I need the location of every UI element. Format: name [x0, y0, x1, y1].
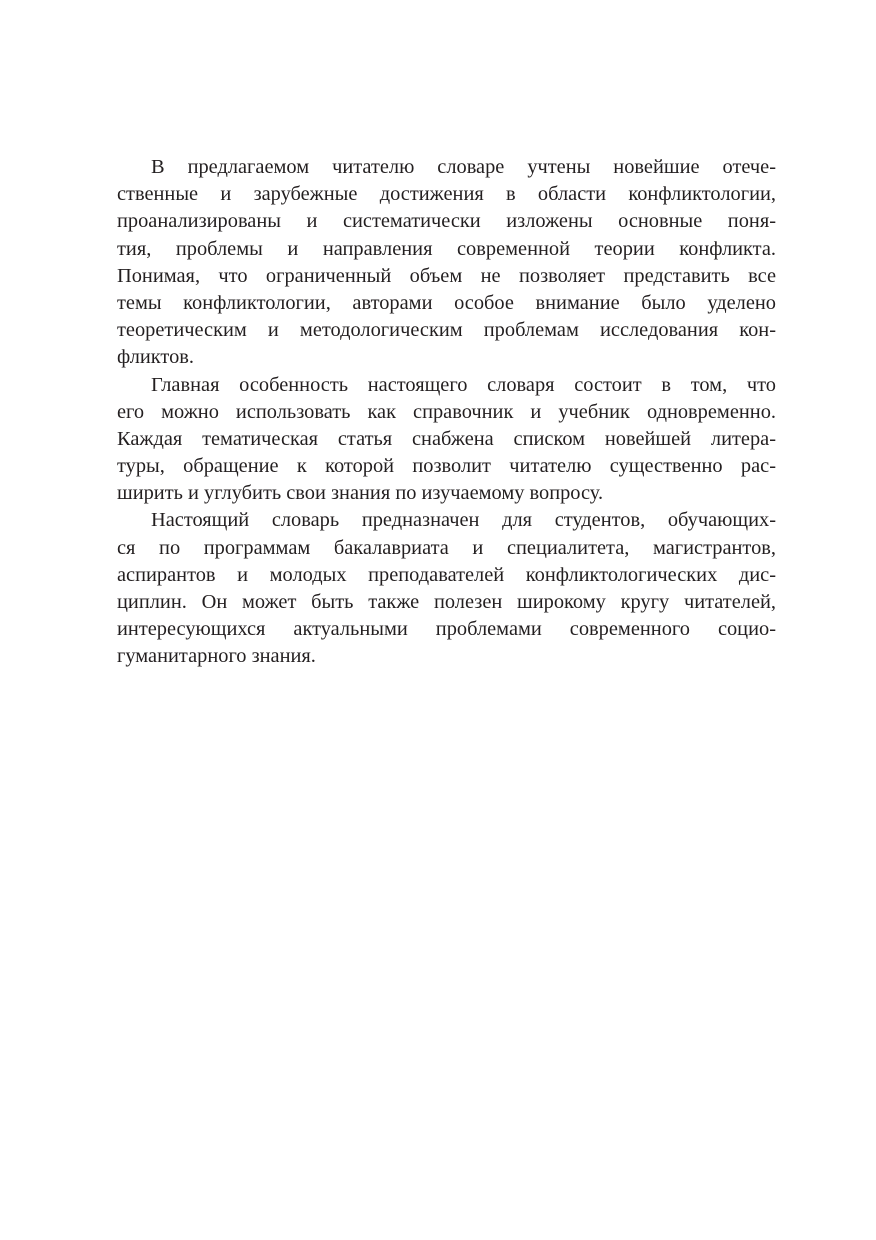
body-text [117, 154, 776, 671]
text-line: его можно использовать как справочник и учебник одновременно. [117, 400, 776, 423]
text-line: ся по программам бакалавриата и специалитета, магистрантов, [117, 536, 776, 559]
text-line: тия, проблемы и направления современной теории конфликта. [117, 237, 776, 260]
text-line: темы конфликтологии, авторами особое внимание было уделено [117, 291, 776, 314]
paragraph-3 [117, 507, 776, 670]
text-line: циплин. Он может быть также полезен широкому кругу читателей, [117, 591, 776, 613]
text-line: Каждая тематическая статья снабжена списком новейшей литера- [117, 427, 776, 450]
text-line: Главная особенность настоящего словаря состоит в том, что [151, 373, 776, 396]
text-line: В предлагаемом читателю словаре учтены новейшие отече- [151, 156, 776, 178]
text-line: теоретическим и методологическим проблемам исследования кон- [117, 319, 776, 342]
text-line: фликтов. [117, 346, 194, 369]
paragraph-2 [117, 372, 776, 508]
text-line: туры, обращение к которой позволит читателю существенно рас- [117, 455, 776, 478]
text-line: ственные и зарубежные достижения в области конфликтологии, [117, 183, 776, 206]
text-line: гуманитарного знания. [117, 645, 316, 668]
paragraph-1 [117, 154, 776, 372]
text-line: аспирантов и молодых преподавателей конфликтологических дис- [117, 563, 776, 586]
text-line: Настоящий словарь предназначен для студентов, обучающих- [151, 509, 776, 532]
text-line: проанализированы и систематически изложены основные поня- [117, 210, 776, 233]
text-line: Понимая, что ограниченный объем не позволяет представить все [117, 264, 776, 287]
text-line: интересующихся актуальными проблемами современного социо- [117, 618, 776, 641]
text-line: ширить и углубить свои знания по изучаемому вопросу. [117, 482, 604, 505]
